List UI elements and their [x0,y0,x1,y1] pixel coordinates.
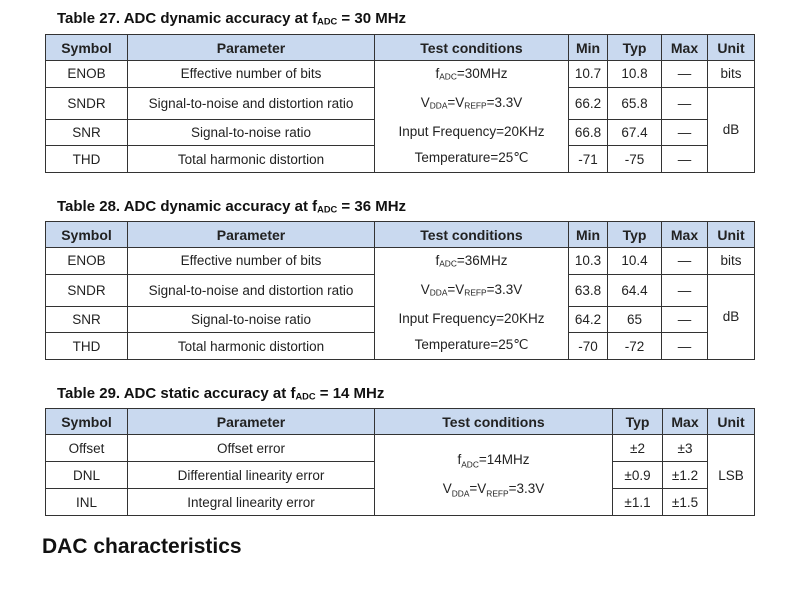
unit-cell: LSB [708,435,755,516]
table-header-row [46,409,755,435]
test-conditions-cell [375,248,569,360]
header-symbol: Symbol [46,409,128,435]
symbol-cell: INL [46,489,128,516]
min-cell: 64.2 [569,306,608,333]
cond-sub: DDA [429,287,448,298]
symbol-cell: SNDR [46,274,128,306]
typ-cell: 67.4 [608,119,662,146]
cond-sub: REFP [464,287,487,298]
parameter-cell: Differential linearity error [128,462,375,489]
parameter-cell: Signal-to-noise ratio [128,119,375,146]
header-test-conditions: Test conditions [375,35,569,61]
condition-line: Input Frequency=20KHz [398,123,545,139]
max-cell: ±3 [663,435,708,462]
caption-text: Table 27. ADC dynamic accuracy at f [57,10,318,27]
table-29-caption [57,385,384,402]
header-max: Max [663,409,708,435]
parameter-cell: Effective number of bits [128,61,375,88]
max-cell: — [662,61,708,88]
symbol-cell: SNR [46,306,128,333]
header-min: Min [569,35,608,61]
caption-subscript: ADC [317,204,338,215]
cond-text: =3.3V [486,94,523,110]
cond-sub: REFP [486,488,509,499]
min-cell: -70 [569,333,608,360]
parameter-cell: Offset error [128,435,375,462]
header-parameter: Parameter [128,222,375,248]
header-typ: Typ [613,409,663,435]
caption-text: = 14 MHz [315,385,385,402]
header-unit: Unit [708,35,755,61]
cond-sub: REFP [464,100,487,111]
symbol-cell: SNDR [46,87,128,119]
condition-line: Input Frequency=20KHz [398,310,545,326]
condition-line [375,448,612,477]
parameter-cell: Signal-to-noise and distortion ratio [128,87,375,119]
cond-text: =V [469,481,487,496]
cond-sub: ADC [439,258,457,269]
header-test-conditions: Test conditions [375,409,613,435]
condition-line: Temperature=25℃ [414,337,529,353]
min-cell: 10.3 [569,248,608,275]
typ-cell: 10.4 [608,248,662,275]
symbol-cell: ENOB [46,61,128,88]
min-cell: 66.8 [569,119,608,146]
typ-cell: -72 [608,333,662,360]
section-heading-dac: DAC characteristics [42,535,242,558]
typ-cell: -75 [608,146,662,173]
table-29 [45,408,755,516]
header-parameter: Parameter [128,35,375,61]
caption-text: = 30 MHz [337,10,407,27]
max-cell: — [662,119,708,146]
cond-text: =14MHz [478,452,530,468]
symbol-cell: THD [46,333,128,360]
cond-text: f [435,253,440,268]
parameter-cell: Signal-to-noise ratio [128,306,375,333]
header-unit: Unit [708,222,755,248]
header-max: Max [662,222,708,248]
cond-text: f [457,452,462,468]
cond-text: =V [447,281,465,297]
typ-cell: 65 [608,306,662,333]
cond-sub: ADC [461,460,479,470]
cond-text: =3.3V [486,281,523,297]
cond-sub: DDA [451,488,470,499]
cond-text: V [420,94,430,110]
typ-cell: 10.8 [608,61,662,88]
max-cell: — [662,87,708,119]
header-typ: Typ [608,35,662,61]
condition-line [375,477,612,506]
caption-text: Table 28. ADC dynamic accuracy at f [57,198,318,215]
header-unit: Unit [708,409,755,435]
typ-cell: ±2 [613,435,663,462]
cond-text: =30MHz [456,66,508,81]
parameter-cell: Total harmonic distortion [128,333,375,360]
condition-line [375,90,568,119]
unit-cell: bits [708,248,755,275]
max-cell: — [662,306,708,333]
caption-text: = 36 MHz [337,198,407,215]
cond-sub: ADC [439,71,457,82]
symbol-cell: THD [46,146,128,173]
header-symbol: Symbol [46,222,128,248]
symbol-cell: Offset [46,435,128,462]
symbol-cell: DNL [46,462,128,489]
unit-cell: dB [708,87,755,172]
condition-line: Temperature=25℃ [414,150,529,166]
typ-cell: 65.8 [608,87,662,119]
parameter-cell: Signal-to-noise and distortion ratio [128,274,375,306]
cond-text: =3.3V [508,481,545,496]
test-conditions-cell [375,435,613,516]
caption-subscript: ADC [317,16,338,27]
min-cell: 10.7 [569,61,608,88]
parameter-cell: Integral linearity error [128,489,375,516]
header-typ: Typ [608,222,662,248]
symbol-cell: ENOB [46,248,128,275]
header-test-conditions: Test conditions [375,222,569,248]
max-cell: — [662,274,708,306]
min-cell: 63.8 [569,274,608,306]
max-cell: ±1.5 [663,489,708,516]
parameter-cell: Effective number of bits [128,248,375,275]
condition-line [375,61,568,90]
cond-text: V [420,281,430,297]
cond-text: f [435,66,440,81]
condition-line [375,248,568,277]
header-symbol: Symbol [46,35,128,61]
table-27 [45,34,755,173]
max-cell: — [662,333,708,360]
max-cell: — [662,248,708,275]
min-cell: 66.2 [569,87,608,119]
table-header-row [46,35,755,61]
cond-text: V [442,481,452,496]
table-27-caption [57,10,406,27]
condition-line [375,277,568,306]
max-cell: — [662,146,708,173]
table-header-row [46,222,755,248]
cond-text: =36MHz [456,253,508,268]
unit-cell: dB [708,274,755,359]
cond-text: =V [447,94,465,110]
unit-cell: bits [708,61,755,88]
header-max: Max [662,35,708,61]
header-min: Min [569,222,608,248]
typ-cell: ±1.1 [613,489,663,516]
max-cell: ±1.2 [663,462,708,489]
parameter-cell: Total harmonic distortion [128,146,375,173]
typ-cell: 64.4 [608,274,662,306]
table-row [46,435,755,462]
min-cell: -71 [569,146,608,173]
typ-cell: ±0.9 [613,462,663,489]
test-conditions-cell [375,61,569,173]
cond-sub: DDA [429,100,448,111]
table-28-caption [57,198,406,215]
table-row [46,61,755,88]
caption-text: Table 29. ADC static accuracy at f [57,385,296,402]
header-parameter: Parameter [128,409,375,435]
table-28 [45,221,755,360]
symbol-cell: SNR [46,119,128,146]
caption-subscript: ADC [295,391,316,402]
table-row [46,248,755,275]
